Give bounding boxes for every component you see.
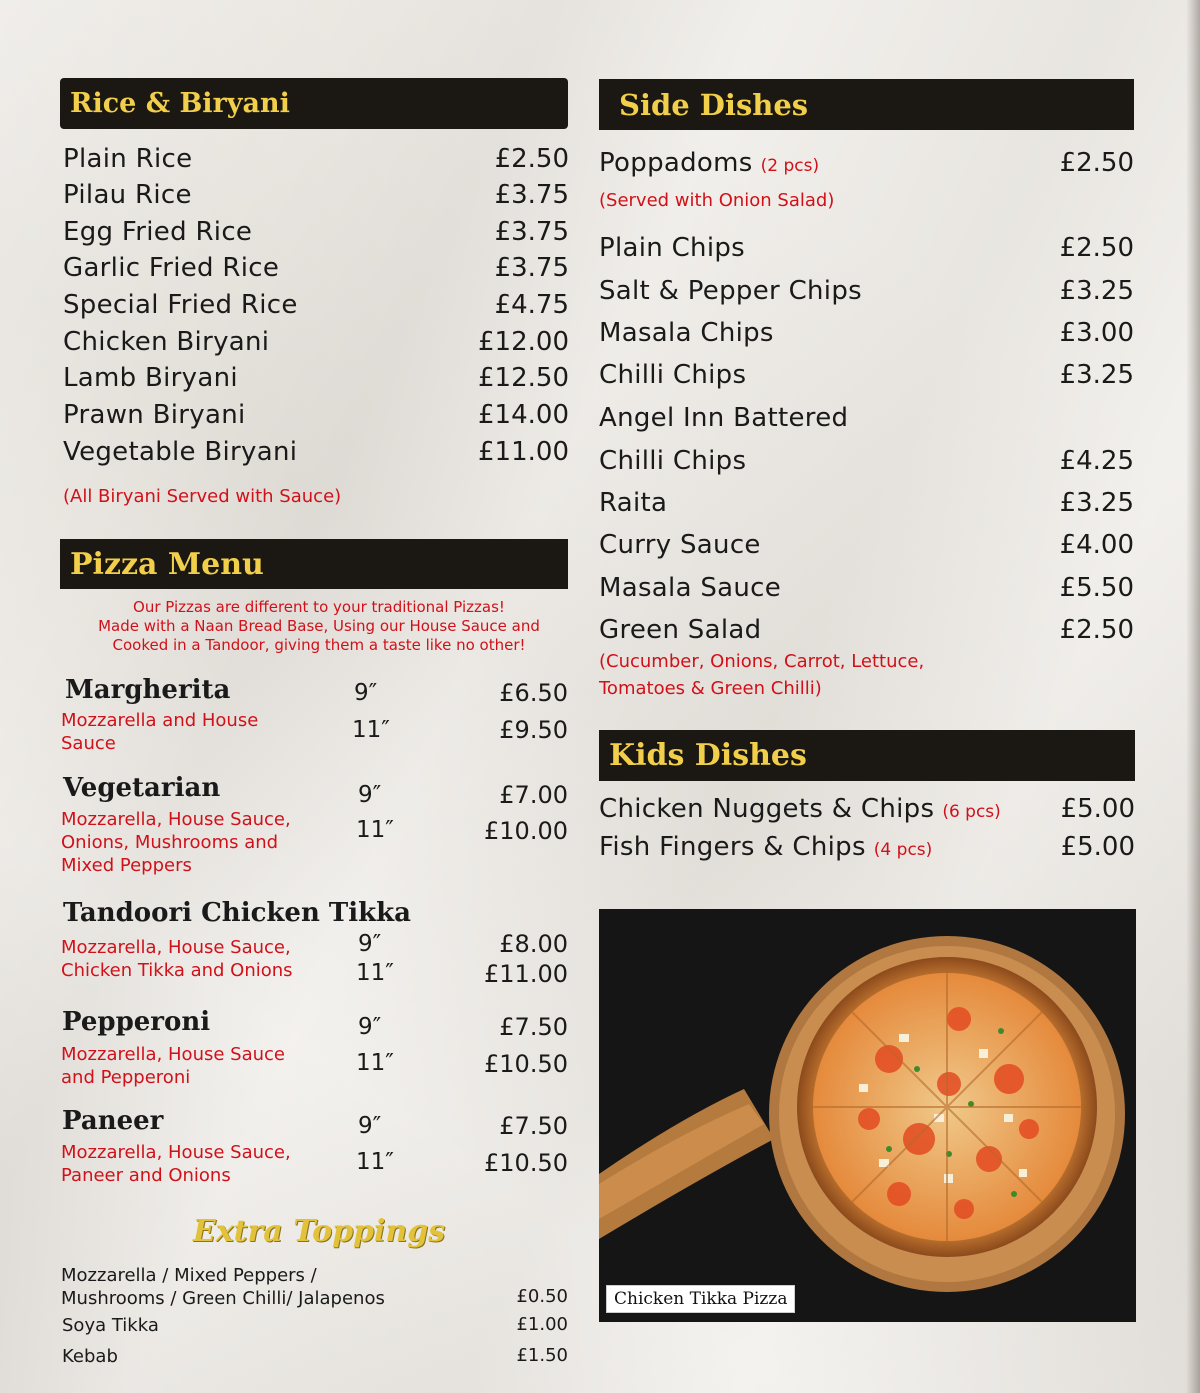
item-price: £3.00 xyxy=(1059,318,1134,348)
topping-line: Soya Tikka xyxy=(62,1315,159,1336)
pizza-note-line: Made with a Naan Bread Base, Using our House Sauce and xyxy=(98,617,540,635)
list-item xyxy=(599,832,1135,862)
list-item xyxy=(599,488,1134,518)
item-name: Fish Fingers & Chips xyxy=(599,832,866,862)
item-price: £12.50 xyxy=(478,363,569,393)
pizza-desc-line: Mozzarella, House Sauce xyxy=(61,1044,285,1065)
item-price: £2.50 xyxy=(1059,615,1134,645)
item-price: £3.75 xyxy=(494,253,569,283)
topping-line: Kebab xyxy=(62,1346,118,1367)
extra-toppings-title: Extra Toppings xyxy=(192,1214,446,1249)
list-item xyxy=(599,530,1134,560)
pizza-price-large: £10.00 xyxy=(484,817,568,845)
list-item xyxy=(599,318,1134,348)
pizza-intro-note xyxy=(60,598,578,655)
item-name: Plain Chips xyxy=(599,233,746,263)
item-price: £4.25 xyxy=(1059,446,1134,476)
pizza-name: Pepperoni xyxy=(62,1007,211,1037)
pizza-desc-line: Mozzarella, House Sauce, xyxy=(61,937,291,958)
list-item xyxy=(63,290,569,320)
pizza-name: Margherita xyxy=(65,675,231,705)
item-price: £3.75 xyxy=(494,180,569,210)
pizza-desc-line: Mozzarella, House Sauce, xyxy=(61,1142,291,1163)
pizza-price-small: £7.00 xyxy=(499,781,568,809)
pizza-price-small: £8.00 xyxy=(499,930,568,958)
list-item xyxy=(63,400,569,430)
list-item xyxy=(599,403,1134,433)
list-item xyxy=(63,363,569,393)
topping-price: £0.50 xyxy=(516,1286,568,1307)
item-price: £11.00 xyxy=(478,437,569,467)
list-item xyxy=(63,217,569,247)
green-salad-note xyxy=(599,648,924,702)
pizza-price-large: £10.50 xyxy=(484,1050,568,1078)
biryani-note: (All Biryani Served with Sauce) xyxy=(63,486,342,507)
item-name: Vegetable Biryani xyxy=(63,437,298,467)
item-name: Curry Sauce xyxy=(599,530,761,560)
item-price: £12.00 xyxy=(478,327,569,357)
pizza-desc-line: Chicken Tikka and Onions xyxy=(61,960,293,981)
item-name: Pilau Rice xyxy=(63,180,192,210)
item-name: Salt & Pepper Chips xyxy=(599,276,862,306)
item-price: £3.25 xyxy=(1059,276,1134,306)
pizza-description xyxy=(61,936,293,982)
salad-note-line: (Cucumber, Onions, Carrot, Lettuce, xyxy=(599,651,925,672)
item-name: Plain Rice xyxy=(63,144,193,174)
item-name: Raita xyxy=(599,488,668,518)
item-name: Egg Fried Rice xyxy=(63,217,253,247)
item-price: £4.00 xyxy=(1059,530,1134,560)
pizza-price-large: £11.00 xyxy=(484,960,568,988)
list-item xyxy=(63,180,569,210)
item-name: Chicken Biryani xyxy=(63,327,270,357)
topping-item xyxy=(62,1345,118,1368)
item-price: £5.00 xyxy=(1060,794,1135,824)
topping-line: Mozzarella / Mixed Peppers / xyxy=(61,1265,317,1286)
item-price: £3.75 xyxy=(494,217,569,247)
pizza-menu-header xyxy=(60,539,568,589)
item-name: Chicken Nuggets & Chips xyxy=(599,794,935,824)
list-item xyxy=(63,144,569,174)
poppadoms-note: (Served with Onion Salad) xyxy=(599,190,835,211)
item-price: £2.50 xyxy=(1059,233,1134,263)
pizza-size-small: 9″ xyxy=(354,680,378,706)
item-price: £2.50 xyxy=(1059,148,1134,178)
pizza-desc-line: Onions, Mushrooms and xyxy=(61,832,279,853)
pizza-description xyxy=(61,709,258,755)
item-price: £3.25 xyxy=(1059,488,1134,518)
topping-price: £1.50 xyxy=(516,1345,568,1366)
item-price: £2.50 xyxy=(494,144,569,174)
pizza-illustration xyxy=(599,909,1136,1322)
salad-note-line: Tomatoes & Green Chilli) xyxy=(599,678,822,699)
item-name: Masala Chips xyxy=(599,318,774,348)
page-edge-shadow xyxy=(1186,0,1200,1393)
item-price: £14.00 xyxy=(478,400,569,430)
item-name: Lamb Biryani xyxy=(63,363,238,393)
pizza-menu-title: Pizza Menu xyxy=(70,546,264,582)
list-item xyxy=(599,148,1134,178)
pizza-desc-line: Mozzarella, House Sauce, xyxy=(61,809,291,830)
item-price: £4.75 xyxy=(494,290,569,320)
pizza-size-large: 11″ xyxy=(356,1149,394,1175)
topping-price: £1.00 xyxy=(516,1314,568,1335)
pizza-note-line: Our Pizzas are different to your traditional Pizzas! xyxy=(133,598,505,616)
pizza-price-large: £10.50 xyxy=(484,1149,568,1177)
pizza-size-large: 11″ xyxy=(356,1050,394,1076)
pizza-photo xyxy=(599,909,1136,1322)
pizza-price-large: £9.50 xyxy=(499,716,568,744)
pizza-size-large: 11″ xyxy=(352,717,390,743)
item-name: Masala Sauce xyxy=(599,573,782,603)
list-item xyxy=(599,360,1134,390)
pizza-desc-line: and Pepperoni xyxy=(61,1067,191,1088)
topping-line: Mushrooms / Green Chilli/ Jalapenos xyxy=(61,1288,385,1309)
list-item xyxy=(599,794,1135,824)
pizza-description xyxy=(61,808,291,877)
side-dishes-header xyxy=(599,79,1134,130)
kids-dishes-header xyxy=(599,730,1135,781)
list-item xyxy=(63,437,569,467)
item-quantity: (6 pcs) xyxy=(942,802,1001,822)
rice-biryani-title: Rice & Biryani xyxy=(70,88,290,119)
pizza-desc-line: Sauce xyxy=(61,733,116,754)
list-item xyxy=(599,615,1134,645)
item-name: Prawn Biryani xyxy=(63,400,246,430)
pizza-desc-line: Mixed Peppers xyxy=(61,855,192,876)
topping-item xyxy=(61,1264,385,1310)
pizza-size-small: 9″ xyxy=(358,1113,382,1139)
list-item xyxy=(599,276,1134,306)
pizza-name: Paneer xyxy=(62,1106,164,1136)
item-name: Special Fried Rice xyxy=(63,290,298,320)
side-dishes-title: Side Dishes xyxy=(619,87,809,122)
list-item xyxy=(599,573,1134,603)
pizza-name: Vegetarian xyxy=(63,773,221,803)
item-name: Green Salad xyxy=(599,615,762,645)
photo-caption: Chicken Tikka Pizza xyxy=(606,1285,795,1313)
item-name: Angel Inn Battered xyxy=(599,403,849,433)
item-quantity: (4 pcs) xyxy=(873,840,933,860)
pizza-description xyxy=(61,1141,291,1187)
pizza-size-small: 9″ xyxy=(358,931,382,957)
item-name: Garlic Fried Rice xyxy=(63,253,280,283)
list-item xyxy=(599,446,1134,476)
rice-biryani-header xyxy=(60,78,568,129)
pizza-note-line: Cooked in a Tandoor, giving them a taste like no other! xyxy=(112,636,526,654)
pizza-size-large: 11″ xyxy=(356,960,394,986)
pizza-price-small: £7.50 xyxy=(499,1112,568,1140)
pizza-description xyxy=(61,1043,285,1089)
pizza-desc-line: Paneer and Onions xyxy=(61,1165,231,1186)
pizza-size-large: 11″ xyxy=(356,817,394,843)
item-quantity: (2 pcs) xyxy=(760,156,820,176)
pizza-size-small: 9″ xyxy=(358,782,382,808)
item-price: £5.50 xyxy=(1059,573,1134,603)
list-item xyxy=(599,233,1134,263)
list-item xyxy=(63,253,569,283)
list-item xyxy=(63,327,569,357)
pizza-price-small: £7.50 xyxy=(499,1013,568,1041)
pizza-size-small: 9″ xyxy=(358,1014,382,1040)
pizza-name: Tandoori Chicken Tikka xyxy=(63,898,412,928)
item-name: Chilli Chips xyxy=(599,446,747,476)
item-price: £3.25 xyxy=(1059,360,1134,390)
pizza-price-small: £6.50 xyxy=(499,679,568,707)
item-name: Poppadoms xyxy=(599,148,753,178)
item-price: £5.00 xyxy=(1060,832,1135,862)
topping-item xyxy=(62,1314,159,1337)
item-name: Chilli Chips xyxy=(599,360,747,390)
pizza-desc-line: Mozzarella and House xyxy=(61,710,259,731)
kids-dishes-title: Kids Dishes xyxy=(609,738,807,773)
